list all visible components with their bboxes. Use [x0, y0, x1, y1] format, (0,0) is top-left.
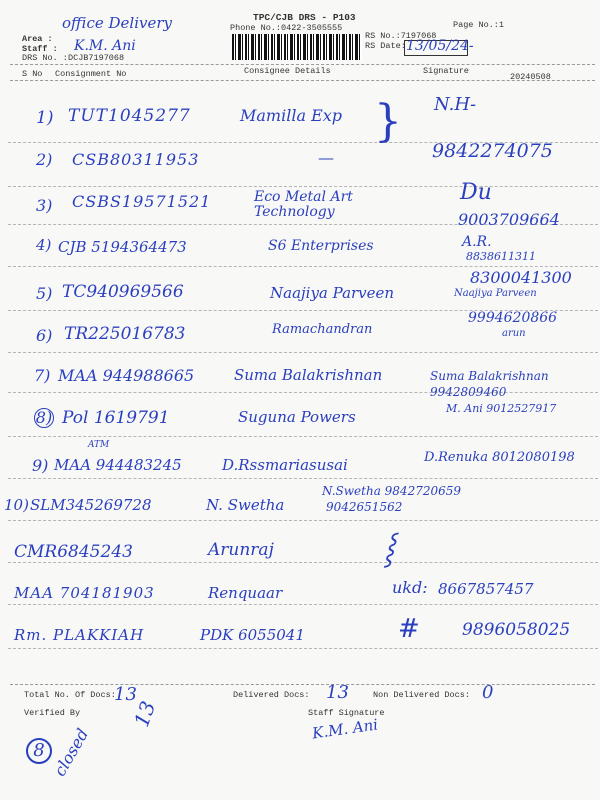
consignee-name: N. Swetha	[206, 496, 285, 514]
consignment-number: CJB 5194364473	[58, 238, 187, 256]
consignee-name: PDK 6055041	[200, 626, 305, 644]
signature-scribble: #	[398, 614, 420, 644]
consignment-number: Pol 1619791	[62, 408, 170, 428]
consignee-name: —	[318, 148, 334, 167]
entry-number: 3)	[36, 196, 53, 215]
non-delivered-docs-value: 0	[482, 682, 494, 703]
recipient-phone: 9042651562	[326, 500, 403, 514]
consignment-number: TUT1045277	[68, 106, 191, 126]
recipient-signature: M. Ani 9012527917	[446, 402, 557, 415]
rule-line	[8, 520, 598, 521]
col-signature: Signature	[423, 66, 469, 76]
signature-scribble: ukd:	[392, 578, 428, 597]
recipient-name-note: Naajiya Parveen	[454, 288, 537, 299]
page-number: Page No.:1	[453, 20, 505, 30]
rs-date-label: RS Date:	[365, 41, 406, 51]
rule-line	[8, 186, 598, 187]
delivered-docs-value: 13	[326, 682, 349, 703]
consignment-number: CSBS19571521	[72, 192, 212, 211]
recipient-phone: 8300041300	[470, 268, 572, 287]
consignee-name: Arunraj	[208, 540, 274, 560]
col-consignment: Consignment No	[55, 69, 127, 79]
recipient-phone: 8838611311	[466, 250, 536, 263]
handwritten-staff: K.M. Ani	[74, 38, 136, 54]
total-docs-value: 13	[114, 684, 137, 705]
consignee-name: Ramachandran	[272, 322, 373, 337]
handwritten-rs-date: 13/05/24-	[406, 38, 474, 54]
consignment-number: CSB80311953	[72, 150, 200, 169]
col-date-code: 20240508	[510, 72, 551, 82]
col-sno: S No	[22, 69, 43, 79]
consignment-number: MAA 944483245	[54, 456, 182, 474]
recipient-phone: 9994620866	[468, 310, 558, 326]
consignee-name: Mamilla Exp	[240, 106, 343, 125]
barcode	[232, 34, 362, 60]
staff-label: Staff :	[22, 44, 58, 54]
drs-no-value: DCJB7197068	[68, 53, 125, 63]
consignment-number: SLM345269728	[30, 496, 152, 514]
consignee-name: Renquaar	[208, 584, 283, 602]
entry-number: 2)	[36, 150, 53, 169]
rule-line	[8, 478, 598, 479]
phone-number: Phone No.:0422-3505555	[230, 23, 343, 33]
consignment-number: TC940969566	[62, 282, 184, 302]
header-divider-top	[10, 64, 595, 65]
staff-signature-label: Staff Signature	[308, 708, 385, 718]
signature-note: arun	[502, 328, 526, 339]
drs-no-label: DRS No. :	[22, 53, 68, 63]
rule-line	[8, 648, 598, 649]
area-label: Area :	[22, 34, 53, 44]
entry-number: 6)	[36, 326, 53, 345]
rule-line	[8, 604, 598, 605]
recipient-phone: 9003709664	[458, 210, 560, 229]
entry-number: 5)	[36, 284, 53, 303]
consignment-number: CMR6845243	[14, 542, 133, 562]
consignee-name: Suma Balakrishnan	[234, 366, 383, 384]
consignment-number: MAA 944988665	[58, 366, 195, 385]
signature-scribble: ⸾	[384, 531, 395, 566]
consignee-name: D.Rssmariasusai	[222, 456, 348, 474]
handwritten-area: office Delivery	[62, 14, 172, 32]
entry-number: 7)	[34, 366, 51, 385]
entry-number: 8)	[35, 408, 53, 427]
consignment-number: MAA 704181903	[14, 584, 155, 602]
brace-mark: }	[374, 96, 402, 147]
signature-initials: A.R.	[462, 234, 492, 250]
rule-line	[8, 436, 598, 437]
consignee-name: Naajiya Parveen	[270, 284, 395, 302]
total-docs-label: Total No. Of Docs:	[24, 690, 116, 700]
staff-signature-value: K.M. Ani	[311, 715, 380, 743]
recipient-signature: Suma Balakrishnan 9942809460	[430, 369, 549, 399]
circled-mark: 8	[26, 738, 52, 764]
verified-by-value: 13	[129, 697, 161, 731]
consignment-number: TR225016783	[64, 324, 186, 344]
entry-number: 9)	[32, 456, 49, 475]
consignee-name: S6 Enterprises	[268, 238, 374, 254]
rule-line	[8, 562, 598, 563]
recipient-signature: D.Renuka 8012080198	[424, 450, 575, 465]
rs-number: RS No.:7197068	[365, 31, 437, 41]
consignee-name: Eco Metal Art Technology	[254, 189, 353, 220]
recipient-signature: N.H-	[434, 94, 477, 115]
recipient-phone: 9896058025	[462, 620, 571, 640]
closed-mark: closed	[50, 725, 93, 780]
entry-number: 4)	[36, 236, 52, 254]
recipient-signature: N.Swetha 9842720659	[322, 484, 462, 498]
non-delivered-docs-label: Non Delivered Docs:	[373, 690, 470, 700]
recipient-phone: 9842274075	[432, 140, 553, 162]
signature-scribble: Du	[460, 180, 492, 205]
entry-number: 1)	[36, 108, 54, 128]
atm-note: ATM	[88, 440, 110, 450]
entry-number: 10)	[4, 496, 29, 514]
recipient-phone: 8667857457	[438, 580, 534, 598]
consignment-number: Rm. PLAKKIAH	[14, 626, 145, 644]
header-divider-bottom	[10, 80, 595, 81]
sheet-title: TPC/CJB DRS - P103	[253, 12, 356, 23]
rule-line	[8, 266, 598, 267]
col-consignee: Consignee Details	[244, 66, 331, 76]
verified-by-label: Verified By	[24, 708, 81, 718]
consignee-name: Suguna Powers	[238, 408, 356, 426]
rule-line	[8, 352, 598, 353]
footer-divider	[10, 684, 595, 685]
delivered-docs-label: Delivered Docs:	[233, 690, 310, 700]
